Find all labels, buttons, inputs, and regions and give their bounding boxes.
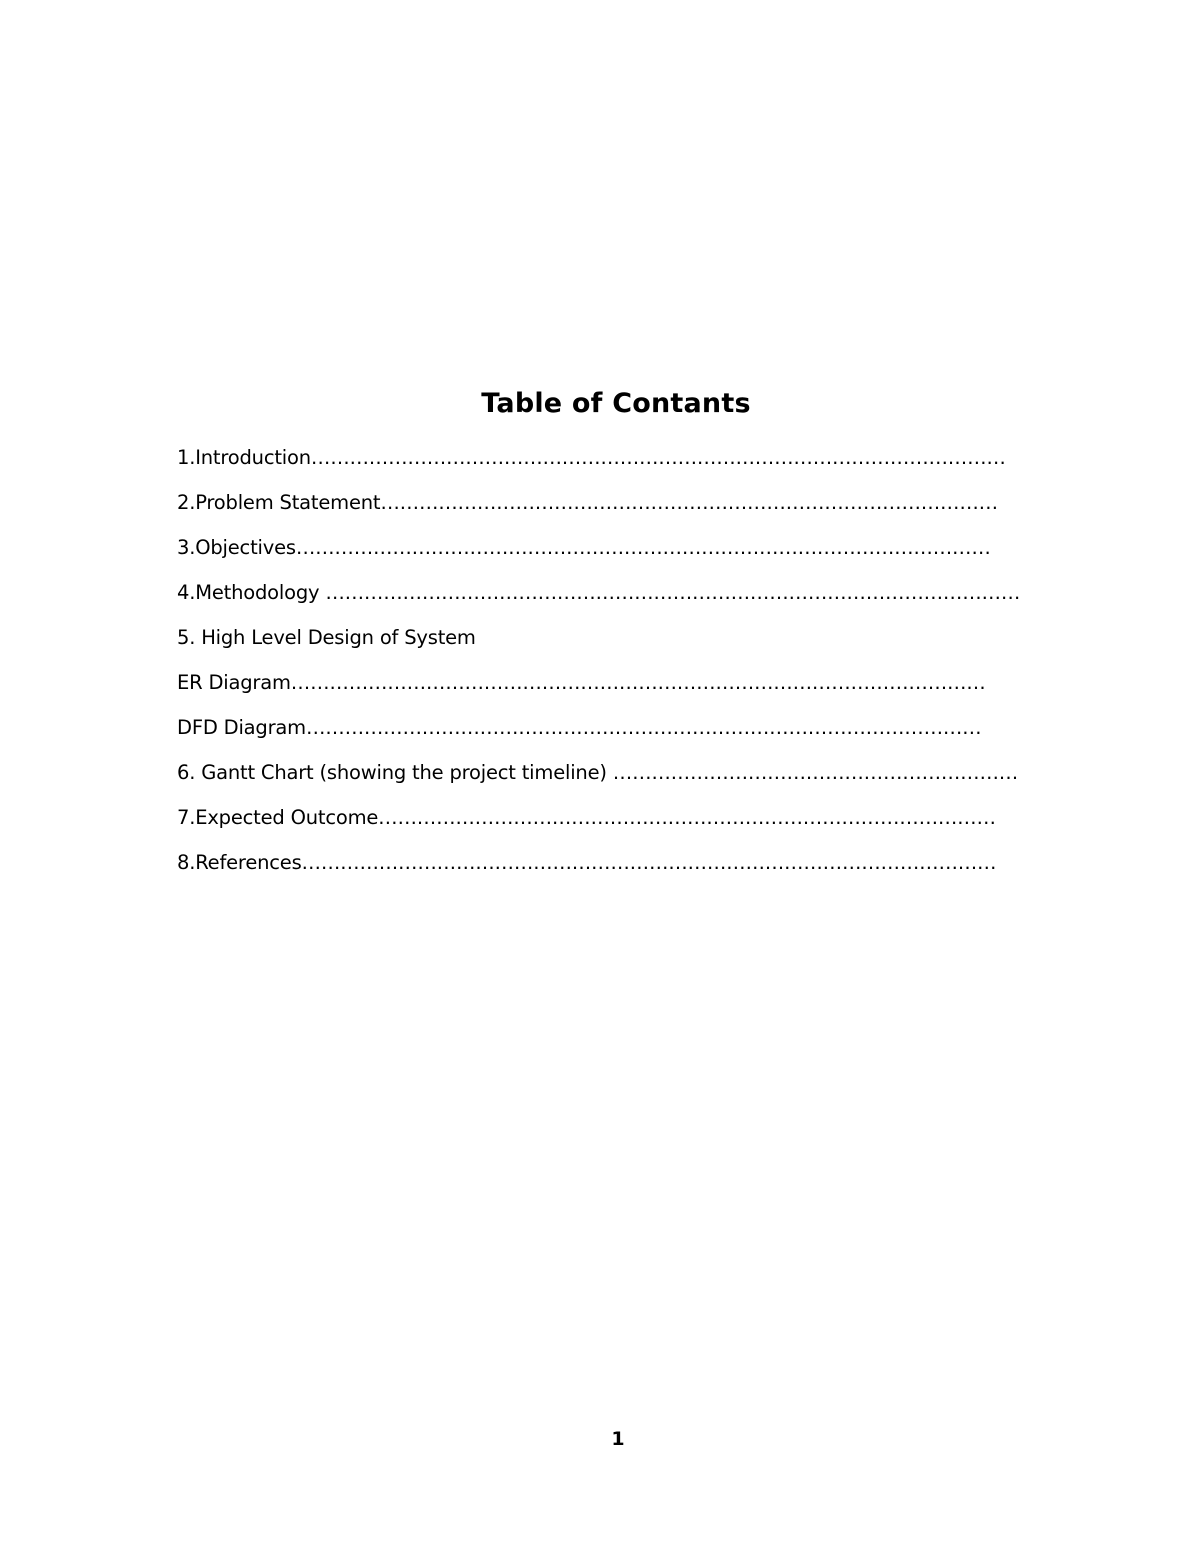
toc-entry-objectives: 3.Objectives……………………………………………………………………………………………… [177, 536, 991, 559]
toc-entry-er-diagram: ER Diagram……………………………………………………………………………………………… [177, 671, 986, 694]
toc-entry-methodology: 4.Methodology ……………………………………………………………………………………………… [177, 581, 1021, 604]
toc-title: Table of Contants [481, 388, 751, 419]
toc-entry-introduction: 1.Introduction……………………………………………………………………………………………… [177, 446, 1006, 469]
toc-entry-references: 8.References……………………………………………………………………………………………… [177, 851, 997, 874]
toc-entry-dfd-diagram: DFD Diagram…………………………………………………………………………………………… [177, 716, 982, 739]
toc-entry-high-level-design: 5. High Level Design of System [177, 626, 476, 649]
toc-entry-gantt-chart: 6. Gantt Chart (showing the project timeline) ……………………………………………………… [177, 761, 1019, 784]
toc-entry-problem-statement: 2.Problem Statement…………………………………………………………………………………… [177, 491, 998, 514]
toc-entry-expected-outcome: 7.Expected Outcome…………………………………………………………………………………… [177, 806, 996, 829]
page-number: 1 [611, 1428, 625, 1450]
toc-list [177, 443, 1037, 893]
